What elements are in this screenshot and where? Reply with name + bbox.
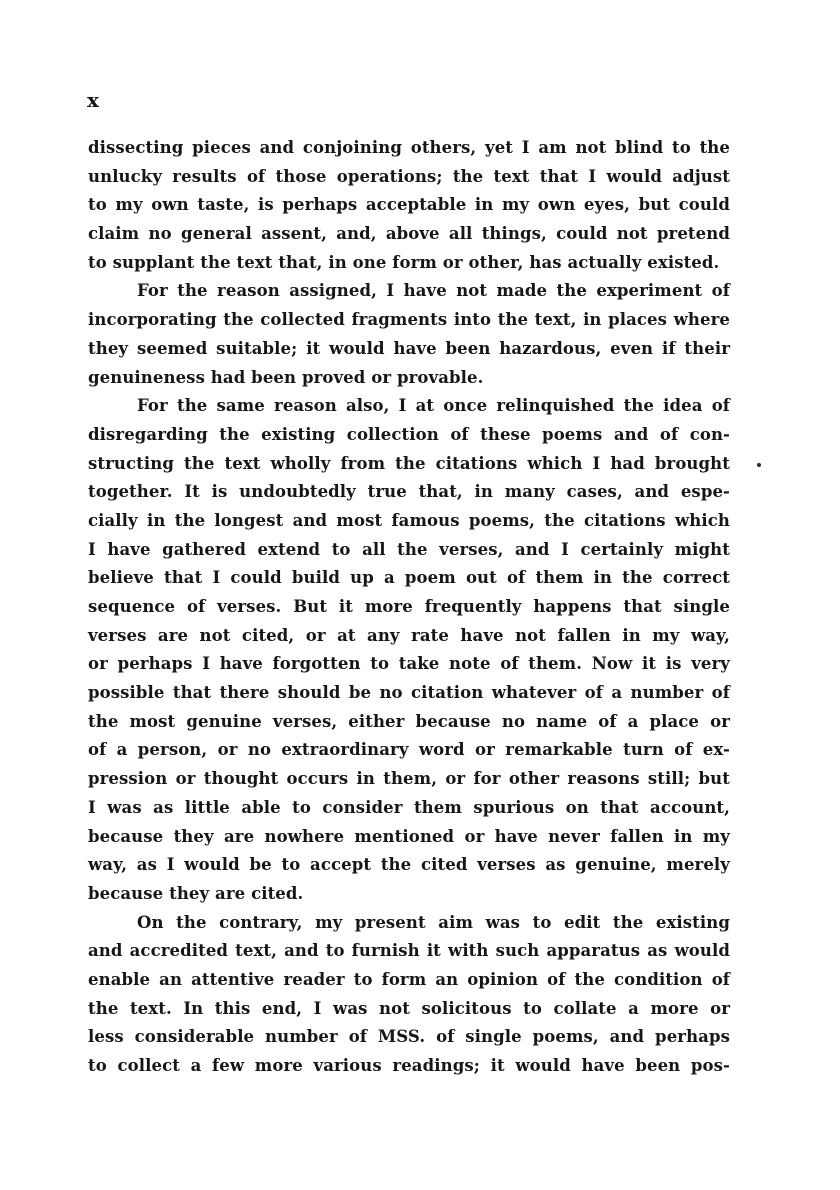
text-line: because they are nowhere mentioned or have never fallen in my (88, 826, 730, 846)
text-line: they seemed suitable; it would have been hazardous, even if their (88, 338, 730, 358)
text-line: to collect a few more various readings; it would have been pos- (88, 1056, 730, 1075)
text-line: to supplant the text that, in one form or other, has actually existed. (88, 252, 720, 272)
text-line: way, as I would be to accept the cited verses as genuine, merely (88, 855, 730, 875)
text-line: the text. In this end, I was not solicitous to collate a more or (88, 998, 730, 1018)
text-line: enable an attentive reader to form an opinion of the condition of (88, 969, 730, 989)
text-line: to my own taste, is perhaps acceptable in my own eyes, but could (88, 195, 730, 215)
text-line: of a person, or no extraordinary word or remarkable turn of ex- (88, 740, 730, 760)
text-line: because they are cited. (88, 883, 304, 903)
page-text (88, 134, 730, 1081)
text-line: sequence of verses. But it more frequently happens that single (88, 597, 730, 616)
text-line: On the contrary, my present aim was to edit the existing (137, 912, 730, 932)
text-line: I have gathered extend to all the verses, and I certainly might (88, 539, 730, 559)
text-line: possible that there should be no citation whatever of a number of (88, 683, 730, 703)
text-line: unlucky results of those operations; the text that I would adjust (88, 166, 730, 186)
text-line: genuineness had been proved or provable. (88, 367, 484, 387)
text-line: together. It is undoubtedly true that, in many cases, and espe- (88, 482, 730, 502)
ink-speck (757, 463, 761, 467)
text-line: pression or thought occurs in them, or for other reasons still; but (88, 769, 730, 789)
text-line: incorporating the collected fragments into the text, in places where (88, 310, 730, 330)
text-line: cially in the longest and most famous poems, the citations which (88, 510, 730, 530)
text-line: disregarding the existing collection of these poems and of con- (88, 424, 730, 444)
text-line: dissecting pieces and conjoining others, yet I am not blind to the (88, 138, 730, 157)
text-line: and accredited text, and to furnish it with such apparatus as would (88, 941, 730, 961)
text-line: the most genuine verses, either because no name of a place or (88, 711, 730, 731)
text-line: less considerable number of MSS. of single poems, and perhaps (88, 1027, 730, 1047)
text-line: believe that I could build up a poem out of them in the correct (88, 568, 730, 588)
text-line: structing the text wholly from the citations which I had brought (88, 453, 730, 473)
text-line: For the reason assigned, I have not made the experiment of (137, 281, 730, 301)
text-line: or perhaps I have forgotten to take note of them. Now it is very (88, 654, 730, 674)
text-line: verses are not cited, or at any rate have not fallen in my way, (88, 625, 730, 645)
text-line: For the same reason also, I at once relinquished the idea of (137, 396, 730, 416)
text-line: I was as little able to consider them spurious on that account, (88, 797, 730, 817)
text-line: claim no general assent, and, above all things, could not pretend (88, 224, 730, 244)
page-number: x (87, 88, 99, 112)
